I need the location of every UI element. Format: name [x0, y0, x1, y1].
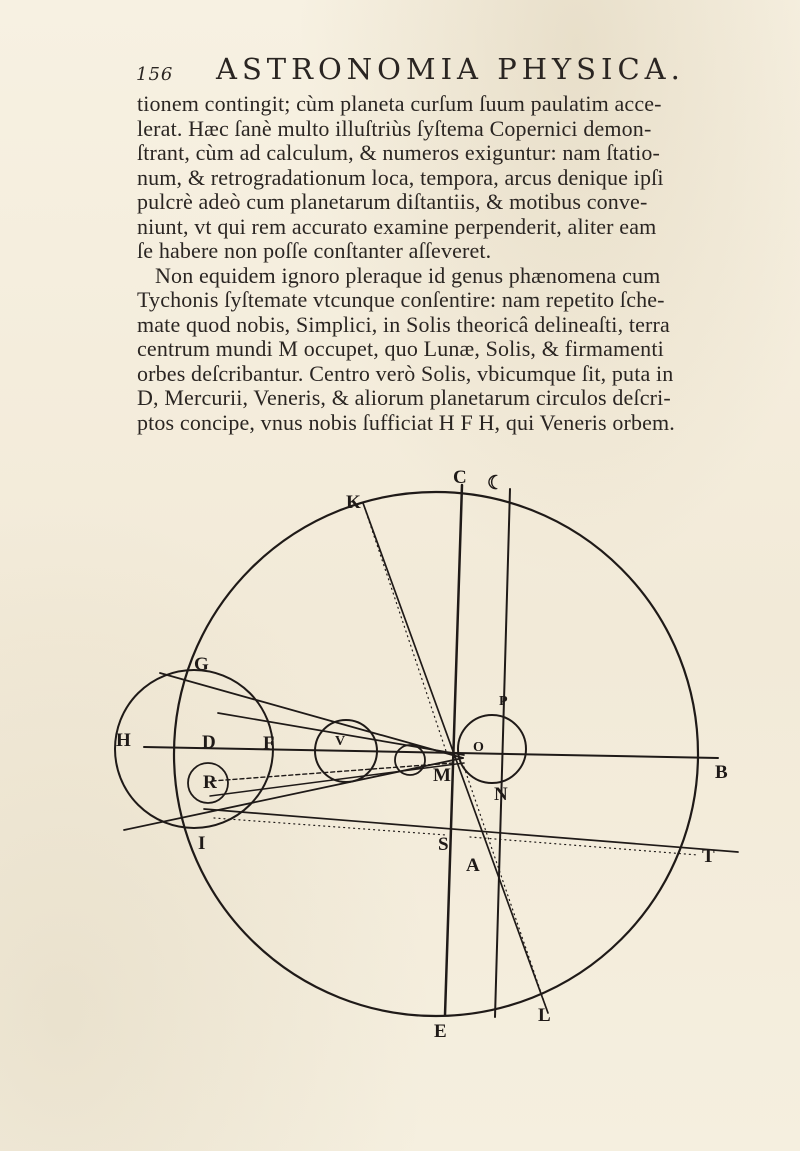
label-r: R [203, 772, 217, 793]
astronomical-diagram [108, 465, 740, 1055]
text-line: Tychonis ſyſtemate vtcunque conſentire: nam repetito ſche- [137, 287, 665, 312]
diagram-labels [116, 467, 728, 1042]
text-line: orbes deſcribantur. Centro verò Solis, vbicumque ſit, puta in [137, 360, 674, 386]
label-l: L [538, 1005, 551, 1026]
label-s: S [438, 834, 449, 855]
text-line: tionem contingit; cùm planeta curſum ſuum paulatim acce- [137, 91, 662, 116]
label-g: G [194, 654, 209, 675]
text-line: pulcrè adeò cum planetarum diſtantiis, & motibus conve- [137, 189, 648, 214]
label-f: F [263, 733, 275, 754]
running-title: ASTRONOMIA PHYSICA. [216, 52, 685, 86]
text-line: ptos concipe, vnus nobis ſufficiat H F H, qui Veneris orbem. [137, 409, 675, 435]
label-p: P [499, 694, 508, 709]
label-c: C [453, 467, 467, 488]
label-t: T [702, 846, 715, 867]
body-text [137, 92, 707, 435]
page-header [136, 52, 696, 92]
label-a: A [466, 855, 480, 876]
text-line: D, Mercurii, Veneris, & aliorum planetarum circulos deſcri- [137, 385, 671, 410]
text-line: lerat. Hæc ſanè multo illuſtriùs ſyſtema Copernici demon- [137, 115, 652, 141]
diagonal-line [363, 503, 548, 1013]
text-line: num, & retrogradationum loca, tempora, arcus denique ipſi [137, 164, 664, 190]
outer-firmament-circle [174, 492, 698, 1016]
text-line: niunt, vt qui rem accurato examine perpenderit, aliter eam [137, 213, 657, 239]
lower-chord-line [204, 809, 738, 852]
label-e: E [434, 1021, 447, 1042]
text-line: ſe habere non poſſe conſtanter aſſeveret. [137, 238, 492, 263]
label-m: M [433, 765, 451, 786]
ray-from-r [210, 763, 464, 796]
label-k: K [346, 492, 361, 513]
label-h: H [116, 730, 131, 751]
text-line: centrum mundi M occupet, quo Lunæ, Solis, & firmamenti [137, 336, 664, 361]
label-v: V [335, 734, 346, 749]
label-n: N [494, 784, 508, 805]
earth-small-circle [458, 715, 526, 783]
label-o: O [473, 740, 484, 755]
label-b: B [715, 762, 728, 783]
text-line: ſtrant, cùm ad calculum, & numeros exiguntur: nam ſtatio- [137, 140, 660, 165]
text-line: Non equidem ignoro pleraque id genus phænomena cum [155, 262, 661, 288]
text-line: mate quod nobis, Simplici, in Solis theoricâ delineaſti, terra [137, 311, 670, 337]
page-number: 156 [136, 64, 174, 85]
label-moon-mark: ☾ [487, 473, 505, 494]
label-d: D [202, 732, 216, 753]
dotted-diagonal-upper [363, 503, 446, 751]
label-i: I [198, 833, 206, 854]
diagram-svg [108, 465, 740, 1055]
